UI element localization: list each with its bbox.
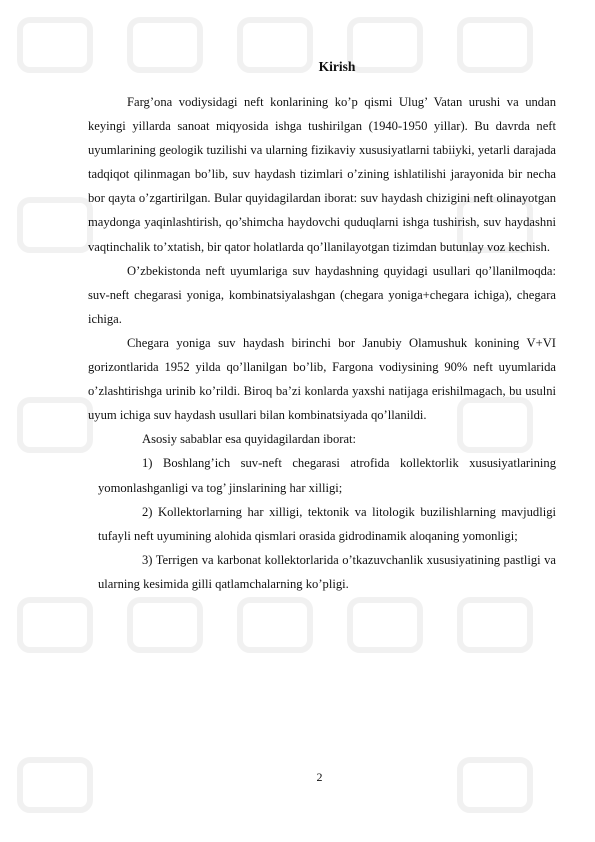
- reasons-intro: Asosiy sabablar esa quyidagilardan iborat:: [142, 432, 357, 447]
- paragraph: Farg’ona vodiysidagi neft konlarining ko’p qismi Ulug’ Vatan urushi va undan keyingi yillarda sanoat miqyosida ishga tushirilgan (1940-1950 yillar). Bu davrda neft uyumlarining geologik tuzilishi va ularning fizikaviy xususiyatlarni tabiiyki, yetarli darajada tadqiqot qilinmagan bo’lib, suv haydash tizimlari o’zining ishlatilishi jarayonida bir necha bor qayta o’zgartirilgan. Bular quyidagilardan iborat: suv haydash chizigini neft olinayotgan maydonga yaqinlashtirish, qo’shimcha haydovchi quduqlarni ishga tushirish, suv haydashni vaqtinchalik to’xtatish, bir qator holatlarda qo’llanilayotgan tizimdan butunlay voz kechish.: [88, 95, 556, 254]
- document-body: [88, 56, 556, 596]
- reason-item: 1) Boshlang’ich suv-neft chegarasi atrofida kollektorlik xususiyatlarining yomonlashganligi va tog’ jinslarining har xilligi;: [98, 456, 556, 495]
- document-title: Kirish: [318, 59, 356, 74]
- paragraph: O’zbekistonda neft uyumlariga suv haydashning quyidagi usullari qo’llanilmoqda: suv-neft chegarasi yoniga, kombinatsiyalashgan (chegara yoniga+chegara ichiga), chegara ichiga.: [88, 263, 556, 326]
- page-number: 2: [316, 770, 323, 784]
- paragraph: Chegara yoniga suv haydash birinchi bor Janubiy Olamushuk konining V+VI gorizontlarida 1952 yilda qo’llanilgan bo’lib, Fargona vodiysining 90% neft uyumlarida o’zlashtirishga urinib ko’rildi. Biroq ba’zi konlarda yaxshi natijaga erishilmagach, bu usulni uyum ichiga suv haydash usullari bilan kombinatsiyada qo’llanildi.: [88, 335, 556, 423]
- reason-item: 2) Kollektorlarning har xilligi, tektonik va litologik buzilishlarning mavjudligi tufayli neft uyumining alohida qismlari orasida gidrodinamik aloqaning yomonligi;: [98, 504, 556, 543]
- reason-item: 3) Terrigen va karbonat kollektorlarida o’tkazuvchanlik xususiyatining pastligi va ularning kesimida gilli qatlamchalarning ko’pligi.: [98, 552, 556, 591]
